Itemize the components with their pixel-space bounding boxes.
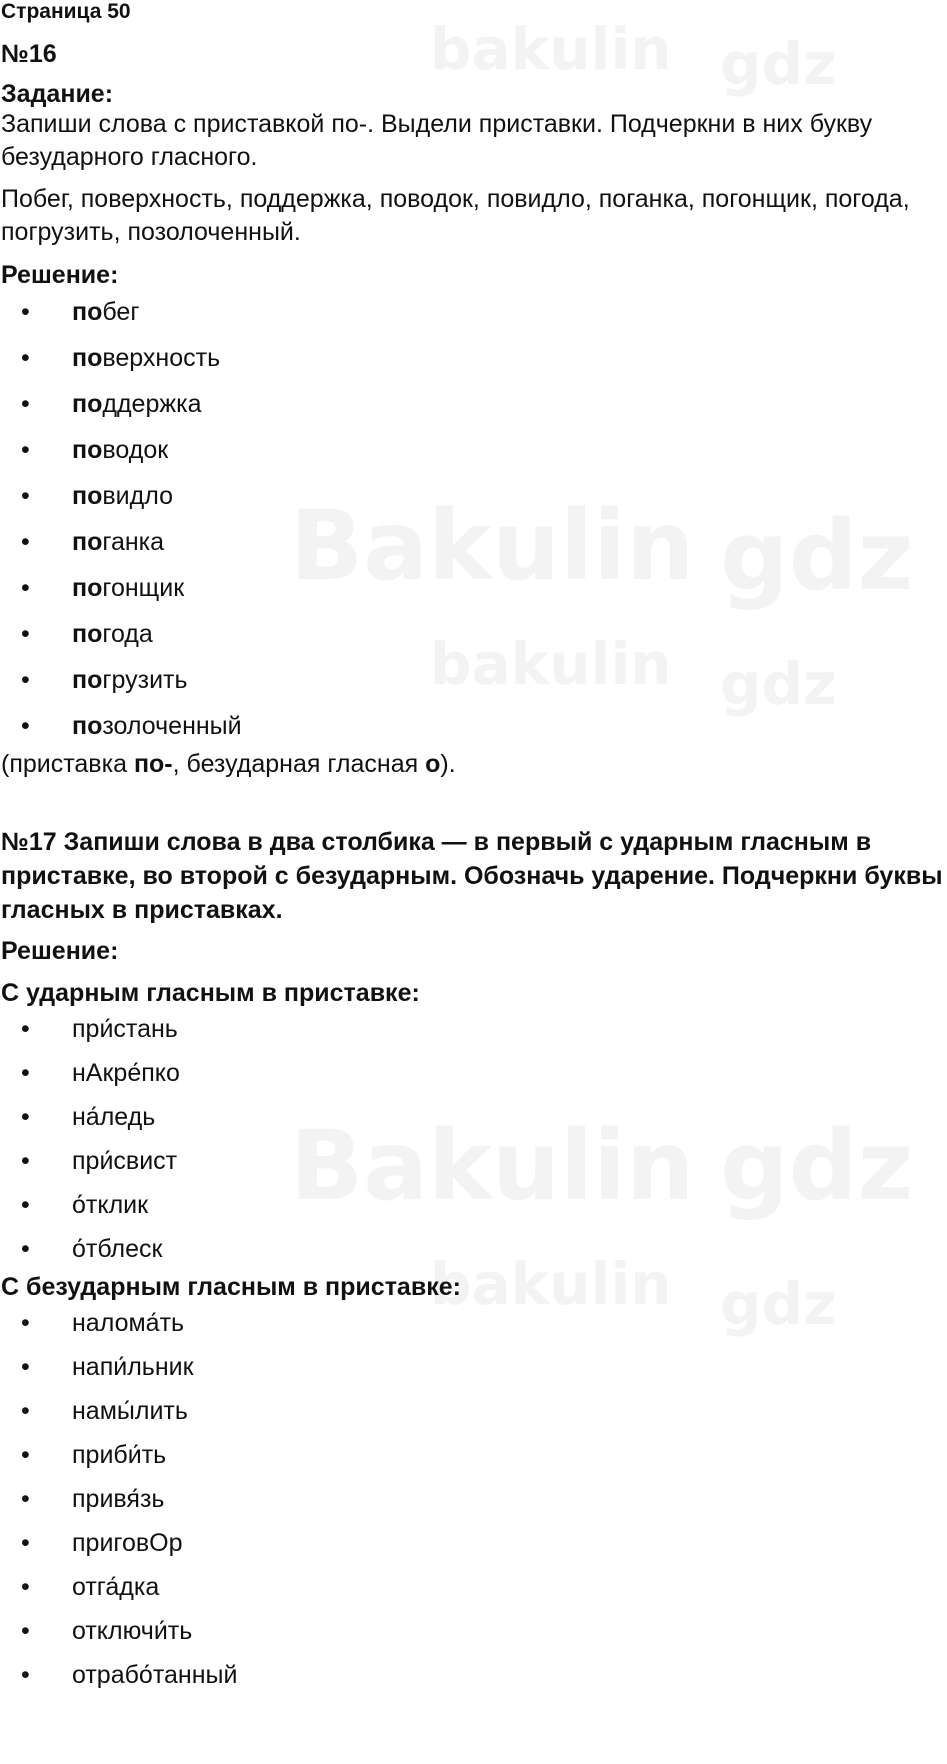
word: налома́ть — [72, 1309, 185, 1337]
bullet-icon: • — [21, 298, 30, 326]
word-prefix: по — [72, 712, 103, 740]
word: приговОр — [72, 1529, 183, 1557]
task-17-unstressed-list — [1, 1301, 947, 1697]
word: при́стань — [72, 1015, 178, 1043]
task-16-number: №16 — [1, 40, 57, 68]
list-item — [1, 1227, 947, 1271]
watermark-gdz-5: gdz — [720, 1270, 837, 1338]
word-prefix: по — [72, 344, 103, 372]
note-after: ). — [440, 750, 456, 778]
watermark-gdz-4: gdz — [720, 650, 837, 718]
task-16-solution-title: Решение: — [1, 261, 119, 289]
bullet-icon: • — [21, 1103, 30, 1131]
task-16-words-text: Побег, поверхность, поддержка, поводок, повидло, поганка, погонщик, погода, погрузить, позолоченный. — [1, 185, 910, 246]
list-item — [1, 1433, 947, 1477]
watermark-gdz-3: gdz — [720, 30, 837, 98]
task-17-heading: №17 Запиши слова в два столбика — в первый с ударным гласным в приставке, во второй с безударным. Обозначь ударение. Подчеркни буквы гласных в приставках. — [1, 828, 943, 924]
list-item — [1, 1653, 947, 1697]
bullet-icon: • — [21, 712, 30, 740]
bullet-icon: • — [21, 528, 30, 556]
list-item — [1, 427, 947, 473]
word: приби́ть — [72, 1441, 167, 1469]
list-item — [1, 1183, 947, 1227]
watermark-bakulin-small-1: bakulin — [430, 15, 672, 83]
word: привя́зь — [72, 1485, 165, 1513]
list-item — [1, 289, 947, 335]
task-16-note — [1, 749, 947, 779]
bullet-icon: • — [21, 482, 30, 510]
word: при́свист — [72, 1147, 178, 1175]
list-item — [1, 335, 947, 381]
page-label: Страница 50 — [1, 0, 131, 23]
list-item — [1, 1139, 947, 1183]
list-item — [1, 381, 947, 427]
word-prefix: по — [72, 574, 103, 602]
bullet-icon: • — [21, 1309, 30, 1337]
word-rest: видло — [102, 482, 173, 510]
word-rest: водок — [102, 436, 169, 464]
watermark-gdz-2: gdz — [720, 1110, 914, 1222]
bullet-icon: • — [21, 1353, 30, 1381]
word: намы́лить — [72, 1397, 188, 1425]
bullet-icon: • — [21, 1617, 30, 1645]
word: отключи́ть — [72, 1617, 193, 1645]
word: напи́льник — [72, 1353, 194, 1381]
word-rest: ддержка — [102, 390, 202, 418]
bullet-icon: • — [21, 1191, 30, 1219]
note-middle: , безударная гласная — [172, 750, 426, 778]
list-item — [1, 565, 947, 611]
bullet-icon: • — [21, 390, 30, 418]
word-prefix: по — [72, 666, 103, 694]
note-before: (приставка — [1, 750, 134, 778]
word-rest: гонщик — [102, 574, 185, 602]
bullet-icon: • — [21, 1661, 30, 1689]
task-17-solution-title: Решение: — [1, 937, 119, 965]
list-item — [1, 703, 947, 749]
word-rest: золоченный — [102, 712, 242, 740]
word-prefix: по — [72, 482, 103, 510]
word: о́тблеск — [72, 1235, 163, 1263]
watermark-bakulin-small-2: bakulin — [430, 630, 672, 698]
list-item — [1, 657, 947, 703]
list-item — [1, 1095, 947, 1139]
bullet-icon: • — [21, 1059, 30, 1087]
bullet-icon: • — [21, 1015, 30, 1043]
watermark-bakulin-1: Bakulin — [290, 490, 695, 602]
word-rest: ганка — [102, 528, 165, 556]
word-prefix: по — [72, 436, 103, 464]
note-prefix: по- — [133, 750, 173, 778]
bullet-icon: • — [21, 1441, 30, 1469]
list-item — [1, 1389, 947, 1433]
list-item — [1, 473, 947, 519]
word: на́ледь — [72, 1103, 156, 1131]
bullet-icon: • — [21, 1147, 30, 1175]
word: нАкре́пко — [72, 1059, 180, 1087]
list-item — [1, 1565, 947, 1609]
bullet-icon: • — [21, 436, 30, 464]
bullet-icon: • — [21, 574, 30, 602]
task-17-stressed-list — [1, 1007, 947, 1271]
bullet-icon: • — [21, 620, 30, 648]
bullet-icon: • — [21, 666, 30, 694]
word-prefix: по — [72, 390, 103, 418]
watermark-gdz-1: gdz — [720, 500, 914, 612]
word-rest: года — [102, 620, 153, 648]
note-vowel: о — [425, 750, 441, 778]
task-17-stressed-title: С ударным гласным в приставке: — [1, 979, 420, 1007]
list-item — [1, 1345, 947, 1389]
task-16-solution-list — [1, 289, 947, 749]
word: отга́дка — [72, 1573, 160, 1601]
word-rest: верхность — [102, 344, 221, 372]
task-17-unstressed-title: С безударным гласным в приставке: — [1, 1273, 461, 1301]
word: о́тклик — [72, 1191, 149, 1219]
word-prefix: по — [72, 620, 103, 648]
list-item — [1, 611, 947, 657]
word-rest: грузить — [102, 666, 188, 694]
word-prefix: по — [72, 298, 103, 326]
list-item — [1, 1609, 947, 1653]
bullet-icon: • — [21, 1485, 30, 1513]
word-prefix: по — [72, 528, 103, 556]
bullet-icon: • — [21, 1529, 30, 1557]
list-item — [1, 1051, 947, 1095]
task-16-assignment-title: Задание: — [1, 80, 114, 108]
list-item — [1, 1477, 947, 1521]
list-item — [1, 1301, 947, 1345]
bullet-icon: • — [21, 1235, 30, 1263]
list-item — [1, 1521, 947, 1565]
bullet-icon: • — [21, 344, 30, 372]
bullet-icon: • — [21, 1573, 30, 1601]
list-item — [1, 1007, 947, 1051]
bullet-icon: • — [21, 1397, 30, 1425]
task-16-assignment-text: Запиши слова с приставкой по-. Выдели приставки. Подчеркни в них букву безударного гласного. — [1, 110, 873, 171]
watermark-bakulin-small-3: bakulin — [430, 1250, 672, 1318]
watermark-bakulin-2: Bakulin — [290, 1110, 695, 1222]
word: отрабо́танный — [72, 1661, 238, 1689]
list-item — [1, 519, 947, 565]
word-rest: бег — [102, 298, 140, 326]
